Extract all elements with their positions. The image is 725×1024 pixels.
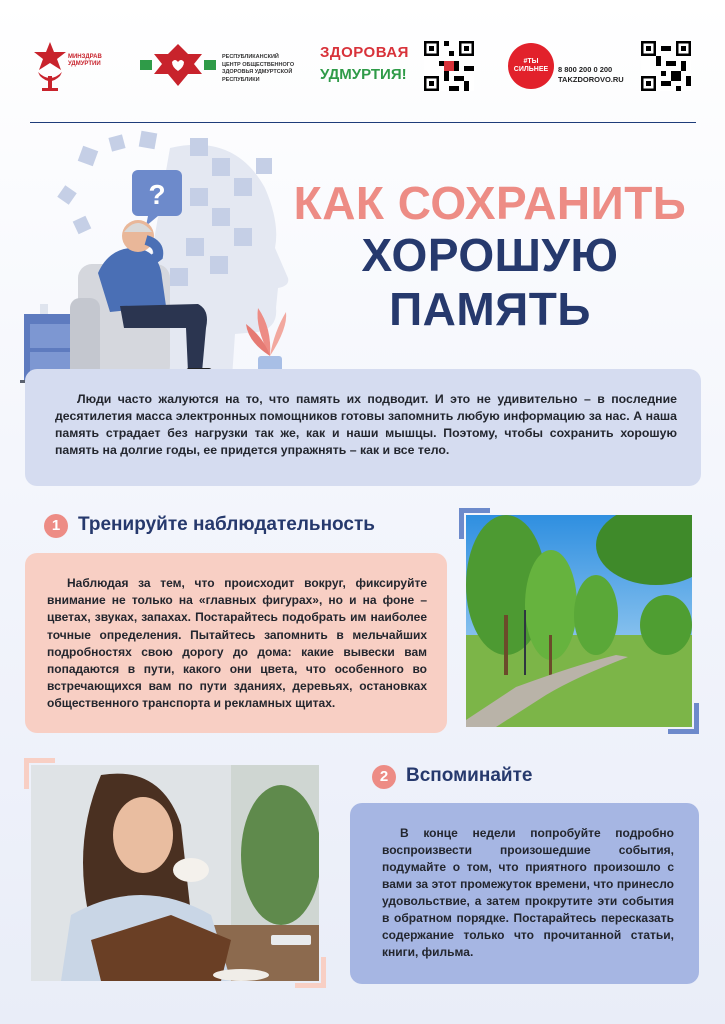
- minzdrav-logo: [30, 40, 120, 95]
- healthy-logo-line1: ЗДОРОВАЯ: [320, 44, 409, 61]
- reading-woman-photo: [31, 765, 319, 981]
- title-line-3: ПАМЯТЬ: [389, 283, 591, 335]
- header-divider: [30, 122, 696, 123]
- svg-text:?: ?: [148, 179, 166, 210]
- section-2-number: 2: [372, 765, 396, 789]
- intro-box: [25, 369, 701, 486]
- hotline-block: [508, 43, 633, 91]
- section-1-heading: Тренируйте наблюдательность: [78, 514, 375, 535]
- public-health-emblem-icon: [138, 42, 218, 90]
- hotline-site: TAKZDOROVO.RU: [558, 75, 624, 84]
- section-1-text: Наблюдая за тем, что происходит вокруг, фиксируйте внимание не только на «главных фигурах», но и на фоне – цветах, звуках, запахах. Постарайтесь подобрать им наиболее точные определения. Пытайтесь запомнить в мельчайших подробностях свою дорогу до дома: какие вывески вам попадаются в пути, какого они цвета, что особенного во встречающихся вам по пути зданиях, деревьях, остановках общественного транспорта и рекламных щитах.: [47, 576, 427, 711]
- park-photo-frame: [459, 508, 699, 734]
- title-line-2: ХОРОШУЮ: [361, 229, 619, 281]
- section-2-text: В конце недели попробуйте подробно воспроизвести произошедшие события, подумайте о том, что приятного произошло с вами за этот промежуток времени, что принесло удовольствие, а затем прокрутите эти события в обратном порядке. Постарайтесь пересказать содержание только что прочитанной статьи, книги, фильма.: [382, 826, 674, 959]
- section-2-box: [350, 803, 699, 984]
- section-1-box: [25, 553, 447, 733]
- qr-code-2[interactable]: [641, 41, 691, 91]
- intro-text: Люди часто жалуются на то, что память их подводит. И это не удивительно – в последние десятилетия масса электронных помощников готовы запомнить любую информацию за нас. А наша память страдает без нагрузки так же, как и наши мышцы. Поэтому, чтобы сохранить хорошую память на долгие годы, ее придется упражнять – как и все тело.: [55, 392, 677, 457]
- hotline-phone: 8 800 200 0 200: [558, 65, 613, 74]
- section-2-heading: Вспоминайте: [406, 765, 533, 786]
- title-line-1: КАК СОХРАНИТЬ: [293, 177, 687, 229]
- public-health-center-logo: [138, 42, 298, 90]
- reading-woman-photo-frame: [24, 758, 326, 988]
- healthy-logo-line2: УДМУРТИЯ!: [320, 66, 407, 83]
- minzdrav-logo-text: МИНЗДРАВ УДМУРТИИ: [68, 54, 102, 67]
- public-health-logo-text: РЕСПУБЛИКАНСКИЙ ЦЕНТР ОБЩЕСТВЕННОГО ЗДОРОВЬЯ УДМУРТСКОЙ РЕСПУБЛИКИ: [222, 54, 295, 83]
- hotline-badge-text: #ТЫ СИЛЬНЕЕ: [513, 58, 549, 73]
- qr-code-1[interactable]: [424, 41, 474, 91]
- elderly-man-illustration: [20, 128, 310, 386]
- park-photo: [466, 515, 692, 727]
- healthy-udmurtia-logo: [320, 44, 412, 90]
- section-1-number: 1: [44, 514, 68, 538]
- minzdrav-emblem-icon: [30, 40, 70, 92]
